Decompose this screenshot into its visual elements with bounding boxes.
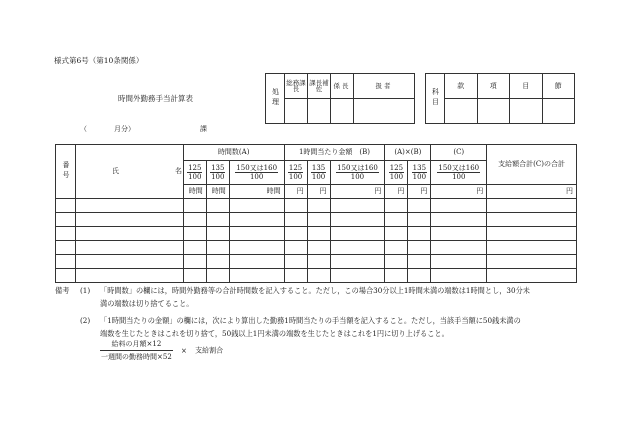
- unit-cell: 円: [284, 185, 307, 199]
- fraction-numerator: 150又は160: [236, 163, 278, 172]
- entry-cell[interactable]: [56, 199, 76, 213]
- fraction-denominator: 100: [311, 173, 326, 181]
- approval-sign-3[interactable]: [331, 99, 354, 124]
- entry-cell[interactable]: [75, 213, 183, 227]
- entry-cell[interactable]: [385, 269, 408, 283]
- unit-cell: 円: [330, 185, 385, 199]
- group-hours-header: 時間数(A): [183, 145, 284, 161]
- fraction-denominator: 100: [350, 173, 365, 181]
- entry-cell[interactable]: [75, 199, 183, 213]
- approval-cell-4: 扱者: [354, 74, 415, 99]
- note-2-number: (2): [80, 316, 91, 325]
- entry-cell[interactable]: [431, 255, 487, 269]
- entry-cell[interactable]: [56, 213, 76, 227]
- approval-cell-1: 総務課長: [285, 74, 308, 99]
- account-value-3[interactable]: [510, 99, 543, 124]
- fraction-numerator: 125: [188, 163, 202, 172]
- formula-numerator: 給料の月額×12: [100, 340, 173, 351]
- entry-cell[interactable]: [408, 269, 431, 283]
- entry-cell[interactable]: [307, 241, 330, 255]
- rate-fraction-cell: [284, 161, 307, 185]
- unit-cell: 時間: [206, 185, 229, 199]
- account-cell-2: 項: [477, 74, 510, 99]
- month-open: （: [80, 125, 87, 133]
- fraction-numerator: 150又は160: [438, 163, 480, 172]
- approval-sign-2[interactable]: [308, 99, 331, 124]
- rate-fraction-cell: [431, 161, 487, 185]
- entry-cell[interactable]: [183, 269, 206, 283]
- unit-cell: 円: [487, 185, 577, 199]
- entry-cell[interactable]: [206, 255, 229, 269]
- unit-cell: 円: [408, 185, 431, 199]
- table-row: [56, 199, 577, 213]
- unit-cell: 円: [385, 185, 408, 199]
- formula-times: ×: [181, 346, 187, 355]
- entry-cell[interactable]: [431, 241, 487, 255]
- group-ab-header: (A)×(B): [385, 145, 431, 161]
- entry-cell[interactable]: [408, 227, 431, 241]
- fraction-numerator: 125: [288, 163, 303, 172]
- entry-cell[interactable]: [487, 227, 577, 241]
- entry-cell[interactable]: [385, 213, 408, 227]
- fraction-denominator: 100: [452, 173, 466, 181]
- entry-cell[interactable]: [56, 241, 76, 255]
- month-label: 月分）: [114, 125, 135, 133]
- rate-fraction-cell: [229, 161, 284, 185]
- approval-sign-1[interactable]: [285, 99, 308, 124]
- entry-cell[interactable]: [56, 269, 76, 283]
- entry-cell[interactable]: [408, 213, 431, 227]
- entry-cell[interactable]: [183, 227, 206, 241]
- group-c-header: (C): [431, 145, 487, 161]
- fraction-numerator: 125: [389, 163, 404, 172]
- unit-cell: 時間: [183, 185, 206, 199]
- note-2-line-2: 端数を生じたときはこれを切り捨て，50銭以上1円未満の端数を生じたときはこれを1円に切り上げること。: [100, 329, 449, 338]
- note-2-line-1: 「1時間当たりの金額」の欄には，次により算出した勤務1時間当たりの手当額を記入すること。ただし，当該手当額に50銭未満の: [100, 316, 521, 325]
- rate-fraction-cell: [408, 161, 431, 185]
- entry-cell[interactable]: [431, 227, 487, 241]
- entry-cell[interactable]: [183, 213, 206, 227]
- approval-side-label: 処理: [266, 74, 285, 124]
- entry-cell[interactable]: [284, 241, 307, 255]
- entry-cell[interactable]: [307, 199, 330, 213]
- note-1-line-2: 満の端数は切り捨てること。: [100, 299, 194, 308]
- entry-cell[interactable]: [229, 199, 284, 213]
- col-total-header: 支給額合計(C)の合計: [487, 145, 577, 185]
- entry-cell[interactable]: [284, 255, 307, 269]
- entry-cell[interactable]: [330, 227, 385, 241]
- entry-cell[interactable]: [229, 227, 284, 241]
- table-row: [56, 227, 577, 241]
- entry-cell[interactable]: [385, 255, 408, 269]
- entry-cell[interactable]: [56, 255, 76, 269]
- entry-cell[interactable]: [75, 241, 183, 255]
- entry-cell[interactable]: [330, 199, 385, 213]
- entry-cell[interactable]: [385, 199, 408, 213]
- rate-fraction-cell: [183, 161, 206, 185]
- note-1-number: (1): [80, 286, 91, 295]
- entry-cell[interactable]: [408, 241, 431, 255]
- entry-cell[interactable]: [183, 199, 206, 213]
- entry-cell[interactable]: [431, 269, 487, 283]
- entry-cell[interactable]: [183, 241, 206, 255]
- rate-fraction-cell: [307, 161, 330, 185]
- entry-cell[interactable]: [330, 241, 385, 255]
- entry-cell[interactable]: [487, 213, 577, 227]
- entry-cell[interactable]: [330, 213, 385, 227]
- account-value-4[interactable]: [542, 99, 575, 124]
- entry-cell[interactable]: [183, 255, 206, 269]
- fraction-denominator: 100: [188, 173, 202, 181]
- entry-cell[interactable]: [330, 269, 385, 283]
- form-label: 様式第6号（第10条関係）: [54, 56, 144, 65]
- account-cell-4: 節: [542, 74, 575, 99]
- entry-cell[interactable]: [408, 255, 431, 269]
- table-row: [56, 213, 577, 227]
- entry-cell[interactable]: [431, 199, 487, 213]
- formula-tail: 支給割合: [195, 346, 224, 355]
- entry-cell[interactable]: [487, 269, 577, 283]
- entry-cell[interactable]: [307, 227, 330, 241]
- entry-cell[interactable]: [229, 213, 284, 227]
- fraction-denominator: 100: [249, 173, 264, 181]
- entry-cell[interactable]: [385, 241, 408, 255]
- entry-cell[interactable]: [75, 227, 183, 241]
- col-no-header: 番号: [56, 145, 76, 199]
- account-value-2[interactable]: [477, 99, 510, 124]
- entry-cell[interactable]: [206, 269, 229, 283]
- unit-cell: 円: [307, 185, 330, 199]
- account-cell-1: 款: [445, 74, 478, 99]
- fraction-denominator: 100: [389, 173, 404, 181]
- account-box: [425, 73, 575, 124]
- entry-cell[interactable]: [408, 199, 431, 213]
- entry-cell[interactable]: [487, 255, 577, 269]
- entry-cell[interactable]: [56, 227, 76, 241]
- entry-cell[interactable]: [487, 199, 577, 213]
- fraction-numerator: 150又は160: [337, 163, 378, 172]
- rate-fraction-cell: [206, 161, 229, 185]
- formula-denominator: 一週間の勤務時間×52: [101, 353, 172, 362]
- entry-cell[interactable]: [431, 213, 487, 227]
- entry-cell[interactable]: [330, 255, 385, 269]
- entry-cell[interactable]: [385, 227, 408, 241]
- entry-cell[interactable]: [75, 269, 183, 283]
- entry-cell[interactable]: [206, 199, 229, 213]
- fraction-numerator: 135: [311, 163, 326, 172]
- formula: [100, 340, 223, 361]
- account-side-label: 科目: [426, 74, 445, 124]
- entry-cell[interactable]: [206, 241, 229, 255]
- entry-cell[interactable]: [307, 255, 330, 269]
- entry-cell[interactable]: [229, 269, 284, 283]
- unit-cell: 時間: [229, 185, 284, 199]
- main-table: [55, 144, 577, 283]
- fraction-denominator: 100: [288, 173, 303, 181]
- approval-cell-3: 係長: [331, 74, 354, 99]
- fraction-numerator: 135: [211, 163, 225, 172]
- table-row: [56, 241, 577, 255]
- rate-fraction-cell: [385, 161, 408, 185]
- entry-cell[interactable]: [229, 255, 284, 269]
- entry-cell[interactable]: [206, 227, 229, 241]
- fraction-denominator: 100: [211, 173, 225, 181]
- table-row: [56, 269, 577, 283]
- note-1-line-1: 「時間数」の欄には，時間外勤務等の合計時間数を記入すること。ただし，この場合30分以上1時間未満の端数は1時間とし，30分未: [100, 286, 530, 295]
- entry-cell[interactable]: [284, 213, 307, 227]
- page-title: 時間外勤務手当計算表: [118, 94, 193, 103]
- account-value-1[interactable]: [445, 99, 478, 124]
- entry-cell[interactable]: [284, 269, 307, 283]
- table-row: [56, 255, 577, 269]
- account-cell-3: 目: [510, 74, 543, 99]
- entry-cell[interactable]: [307, 269, 330, 283]
- entry-cell[interactable]: [487, 241, 577, 255]
- col-name-header: 氏 名: [75, 145, 183, 199]
- unit-cell: 円: [431, 185, 487, 199]
- entry-cell[interactable]: [284, 227, 307, 241]
- approval-sign-4[interactable]: [354, 99, 415, 124]
- entry-cell[interactable]: [307, 213, 330, 227]
- dept-label: 課: [200, 125, 207, 133]
- approval-box: [265, 73, 415, 124]
- entry-cell[interactable]: [284, 199, 307, 213]
- fraction-denominator: 100: [412, 173, 427, 181]
- entry-cell[interactable]: [229, 241, 284, 255]
- notes-head: 備考: [55, 286, 70, 295]
- rate-fraction-cell: [330, 161, 385, 185]
- entry-cell[interactable]: [206, 213, 229, 227]
- fraction-numerator: 135: [412, 163, 427, 172]
- entry-cell[interactable]: [75, 255, 183, 269]
- group-rate-header: 1時間当たり金額 (B): [284, 145, 385, 161]
- approval-cell-2: 課長補佐: [308, 74, 331, 99]
